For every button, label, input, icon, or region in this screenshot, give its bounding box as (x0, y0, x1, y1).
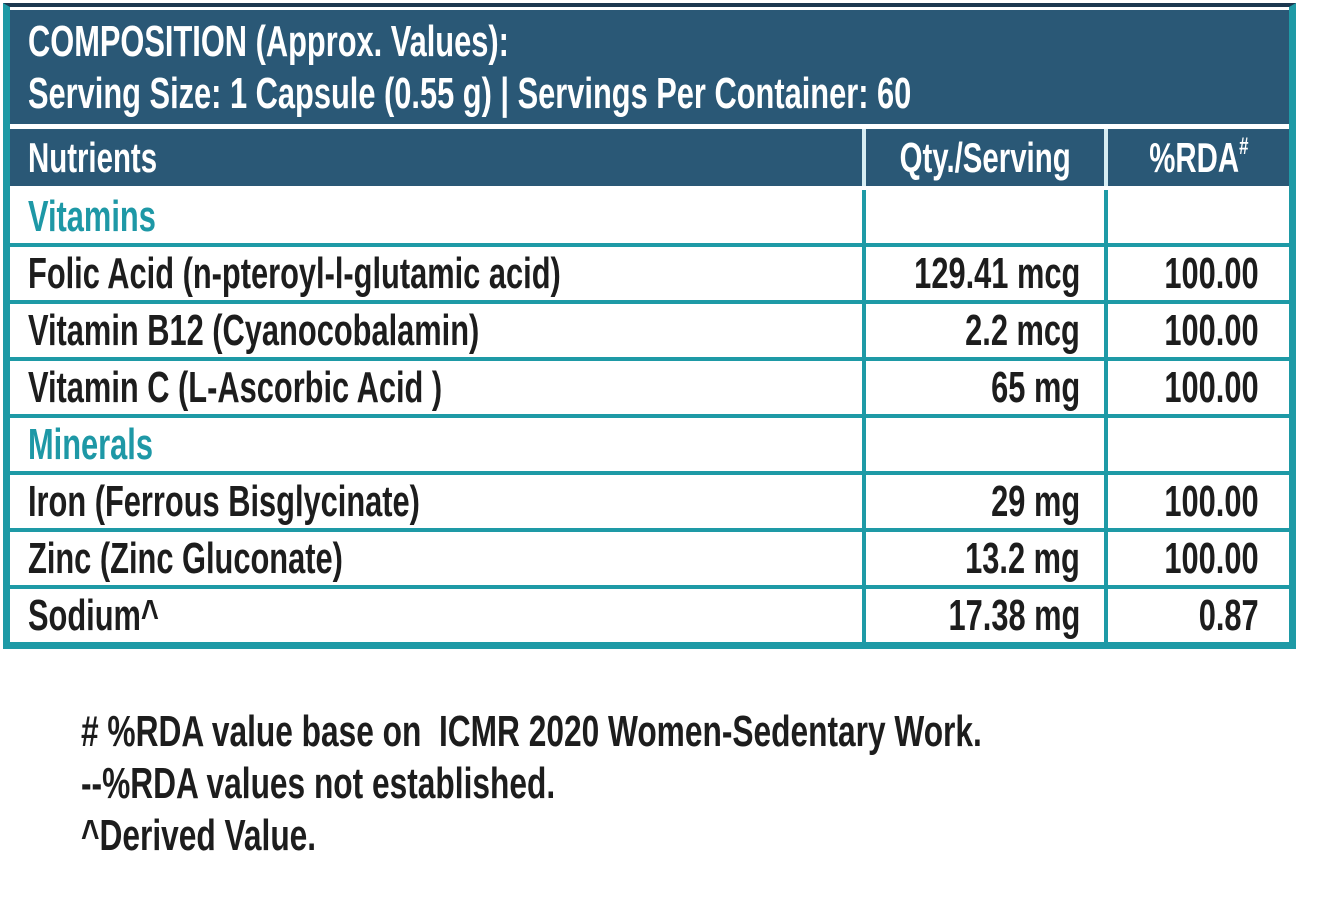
composition-title: COMPOSITION (Approx. Values): (28, 17, 509, 66)
nutrient-name-cell (10, 532, 862, 585)
footnote-derived-value-text: ^Derived Value. (81, 811, 317, 860)
qty-cell (862, 247, 1104, 300)
rda-value: 100.00 (1164, 362, 1259, 412)
section-title-minerals: Minerals (28, 419, 153, 469)
section-title-cell (10, 418, 862, 471)
table-row (10, 471, 1289, 528)
qty-value: 29 mg (990, 476, 1080, 526)
qty-value: 2.2 mcg (965, 305, 1080, 355)
qty-value: 17.38 mg (948, 590, 1080, 640)
column-header-qty: Qty./Serving (899, 133, 1071, 181)
nutrient-name: Iron (Ferrous Bisglycinate) (28, 476, 420, 526)
nutrient-name: Sodium^ (28, 590, 159, 640)
rda-superscript: # (1238, 132, 1249, 160)
rda-value: 100.00 (1164, 305, 1259, 355)
column-header-rda-cell (1104, 129, 1289, 186)
nutrient-name-cell (10, 304, 862, 357)
rda-cell (1104, 247, 1289, 300)
composition-table (3, 3, 1296, 649)
qty-value: 129.41 mcg (913, 248, 1080, 298)
section-row (10, 414, 1289, 471)
nutrient-name: Folic Acid (n-pteroyl-l-glutamic acid) (28, 248, 561, 298)
section-title-cell (10, 190, 862, 243)
rda-cell (1104, 532, 1289, 585)
qty-cell (862, 304, 1104, 357)
section-title-vitamins: Vitamins (28, 191, 156, 241)
footnote-rda-basis-text: # %RDA value base on ICMR 2020 Women-Sedentary Work. (81, 707, 983, 756)
column-header-qty-cell (862, 129, 1104, 186)
nutrient-name: Vitamin C (L-Ascorbic Acid ) (28, 362, 443, 412)
column-header-nutrients: Nutrients (28, 133, 158, 181)
rda-label: %RDA (1148, 133, 1239, 181)
qty-cell (862, 361, 1104, 414)
qty-cell (862, 589, 1104, 642)
rda-cell (1104, 589, 1289, 642)
qty-value: 13.2 mg (965, 533, 1080, 583)
qty-cell (862, 475, 1104, 528)
table-row (10, 357, 1289, 414)
table-row (10, 585, 1289, 642)
section-row (10, 190, 1289, 243)
rda-cell (1104, 304, 1289, 357)
serving-info: Serving Size: 1 Capsule (0.55 g) | Servings Per Container: 60 (28, 69, 912, 118)
composition-header (10, 10, 1289, 124)
rda-value: 0.87 (1199, 590, 1259, 640)
serving-info-line (28, 68, 1289, 120)
nutrient-name: Vitamin B12 (Cyanocobalamin) (28, 305, 480, 355)
composition-title-line (28, 16, 1289, 68)
nutrient-name-cell (10, 589, 862, 642)
table-body (10, 190, 1289, 642)
table-header-row (10, 129, 1289, 186)
footnote-rda-basis (8, 654, 1332, 756)
nutrient-name-cell (10, 247, 862, 300)
column-header-nutrients-cell (10, 129, 862, 186)
rda-cell (1104, 361, 1289, 414)
empty-rda-cell (1104, 190, 1289, 243)
rda-value: 100.00 (1164, 533, 1259, 583)
nutrient-name-cell (10, 361, 862, 414)
rda-cell (1104, 475, 1289, 528)
rda-value: 100.00 (1164, 248, 1259, 298)
empty-qty-cell (862, 418, 1104, 471)
table-row (10, 528, 1289, 585)
empty-qty-cell (862, 190, 1104, 243)
table-row (10, 300, 1289, 357)
footnotes (8, 654, 1332, 860)
footnote-not-established-text: --%RDA values not established. (81, 759, 556, 808)
column-header-rda (1149, 134, 1248, 182)
qty-value: 65 mg (990, 362, 1080, 412)
empty-rda-cell (1104, 418, 1289, 471)
rda-value: 100.00 (1164, 476, 1259, 526)
qty-cell (862, 532, 1104, 585)
table-row (10, 243, 1289, 300)
nutrient-name: Zinc (Zinc Gluconate) (28, 533, 343, 583)
nutrient-name-cell (10, 475, 862, 528)
